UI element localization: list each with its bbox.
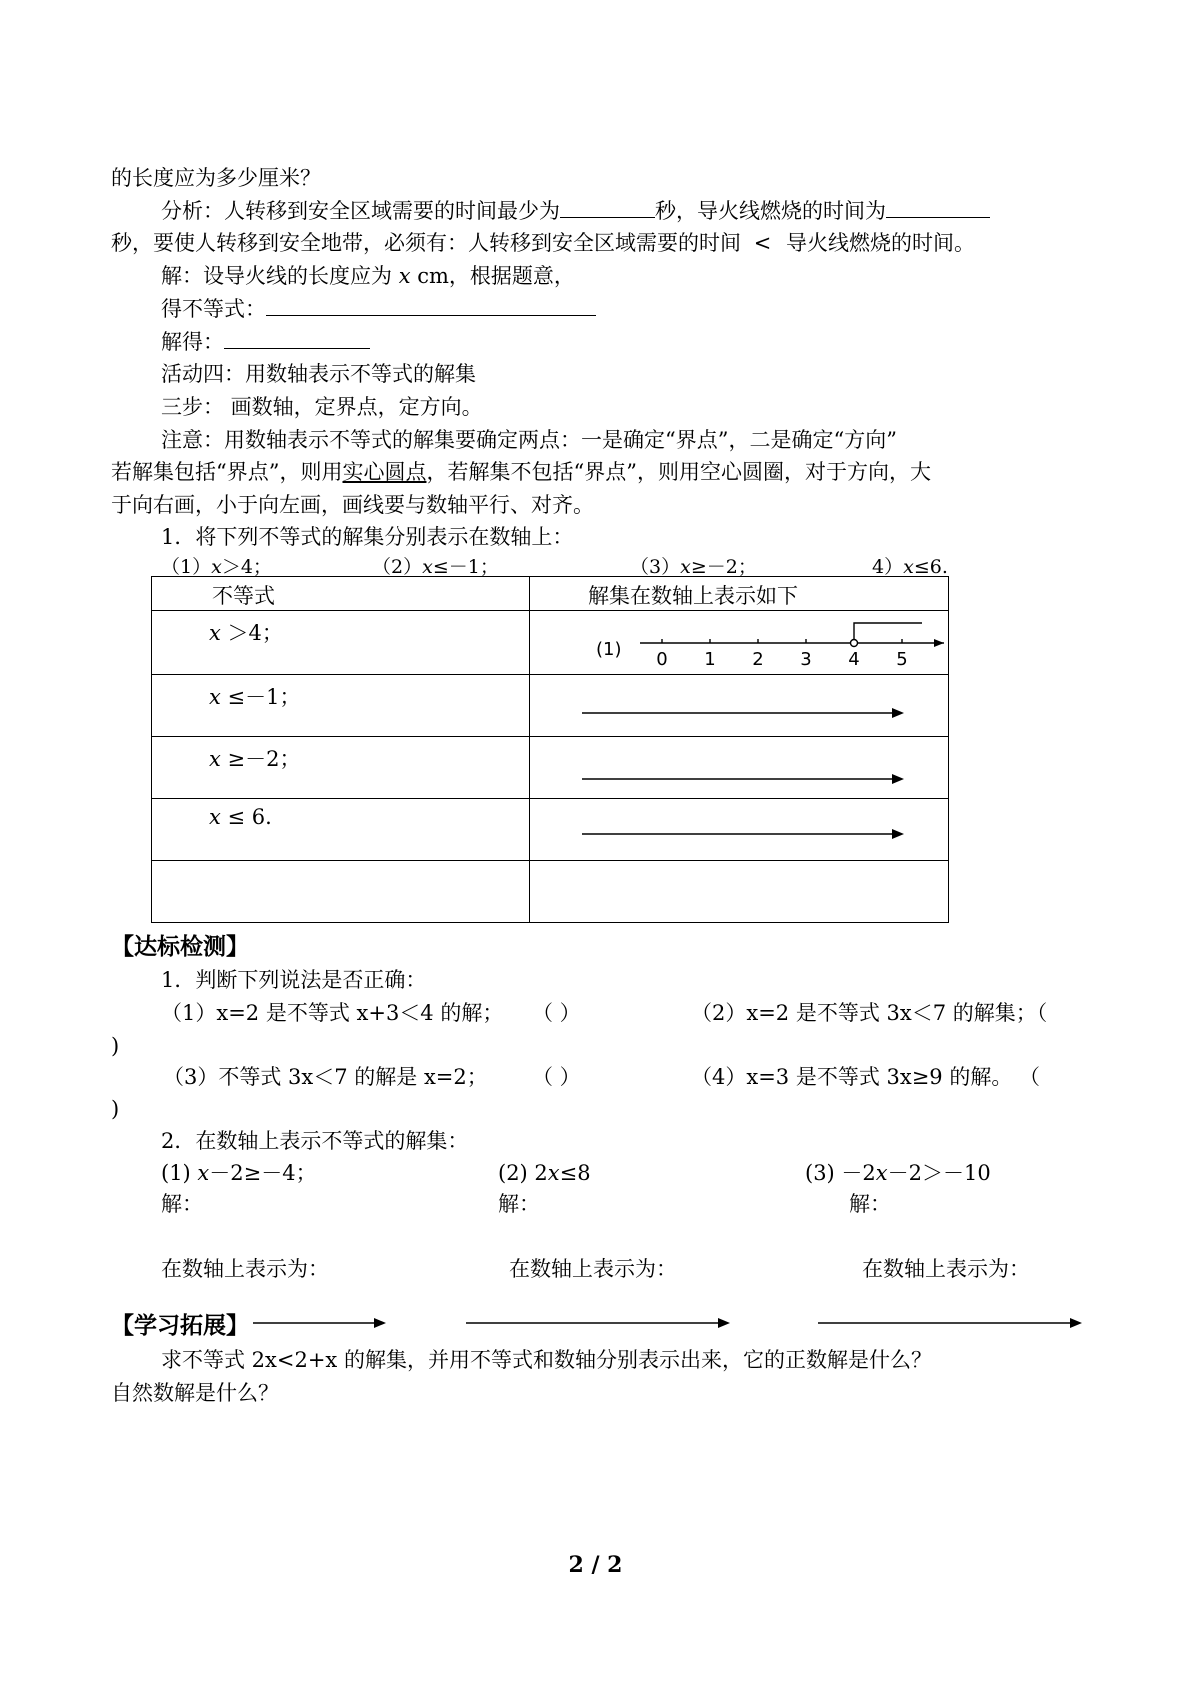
- note2-pre: 若解集包括“界点”，则用: [111, 460, 343, 484]
- check-q2-item-1-pre: (1): [161, 1161, 198, 1185]
- q1-item-1-var: x: [211, 556, 222, 578]
- tick-label: 4: [848, 649, 860, 670]
- table-row: [152, 737, 949, 799]
- inequality-text: x ≤－1；: [209, 685, 301, 709]
- analysis-a: 分析：人转移到安全区域需要的时间最少为: [161, 199, 560, 223]
- sol-label: 解得：: [161, 330, 224, 354]
- axis-arrowhead: [892, 774, 904, 784]
- solution-label-3: 解：: [849, 1192, 891, 1216]
- axis-arrowhead: [934, 639, 944, 647]
- note2-post: ，若解集不包括“界点”，则用空心圆圈，对于方向，大: [426, 460, 931, 484]
- table-row: [152, 675, 949, 737]
- check-item-4-close: ): [111, 1097, 120, 1121]
- ineq-line: [161, 296, 596, 322]
- analysis-line: [161, 198, 990, 224]
- header-numberline-text: 解集在数轴上表示如下: [588, 584, 798, 608]
- section-extension-heading: 【学习拓展】: [111, 1313, 253, 1339]
- tick-label: 1: [704, 649, 716, 670]
- three-steps: 三步： 画数轴，定界点，定方向。: [161, 395, 483, 419]
- note2-underlined: 实心圆点: [342, 460, 427, 484]
- inequality-cell: [152, 861, 530, 923]
- show-on-axis-3: 在数轴上表示为：: [862, 1257, 1030, 1281]
- numberline-cell: [530, 861, 949, 923]
- check-q2-item-1: [161, 1160, 317, 1186]
- q1-item-4-var: x: [903, 556, 914, 578]
- analysis-b: 秒，导火线燃烧的时间为: [655, 199, 886, 223]
- solution-label-2: 解：: [498, 1192, 540, 1216]
- table-header-row: [152, 577, 949, 611]
- extension-line-2: 自然数解是什么？: [111, 1381, 279, 1405]
- table-row: [152, 611, 949, 675]
- numberline-cell: [530, 737, 949, 799]
- tick-label: 3: [800, 649, 812, 670]
- inequality-text: x ≤ 6.: [209, 805, 272, 829]
- inequality-cell: [152, 675, 530, 737]
- q1-item-2-pre: （2）: [372, 556, 423, 578]
- check-q2-item-2: [498, 1160, 591, 1186]
- blank-solution: [224, 330, 370, 349]
- check-q2-item-3-post: －2＞－10: [887, 1161, 991, 1185]
- inequality-text: x ＞4；: [209, 621, 283, 645]
- note-line-1: 注意：用数轴表示不等式的解集要确定两点：一是确定“界点”，二是确定“方向”: [161, 428, 897, 452]
- note-line-2: [111, 459, 931, 485]
- blank-axis-2-arrowhead: [718, 1318, 730, 1328]
- open-circle-boundary: [851, 640, 858, 647]
- analysis-lt: <: [753, 231, 772, 255]
- check-item-2-close: ): [111, 1034, 120, 1058]
- blank-number-axis-4: [530, 799, 948, 861]
- analysis-c: 秒，要使人转移到安全地带，必须有：人转移到安全区域需要的时间: [111, 231, 741, 255]
- axis-arrowhead: [892, 829, 904, 839]
- question-1: 1．将下列不等式的解集分别表示在数轴上：: [161, 525, 574, 549]
- page-number: 2 / 2: [568, 1552, 623, 1578]
- tick-label: 5: [896, 649, 908, 670]
- q1-item-3-pre: （3）: [630, 556, 681, 578]
- check-q2-item-2-pre: (2) 2: [498, 1161, 548, 1185]
- inequality-text: x ≥－2；: [209, 747, 301, 771]
- inequality-table: [151, 576, 949, 923]
- header-inequality-text: 不等式: [212, 584, 275, 608]
- check-q2-item-3-pre: (3) －2: [805, 1161, 876, 1185]
- check-q2-item-3-var: x: [875, 1161, 888, 1185]
- q1-item-3-var: x: [680, 556, 691, 578]
- header-cell-inequality: [152, 577, 530, 611]
- solve-line: [161, 263, 575, 289]
- check-question-2: 2．在数轴上表示不等式的解集：: [161, 1129, 469, 1153]
- q1-item-1-pre: （1）: [161, 556, 212, 578]
- check-question-1: 1．判断下列说法是否正确：: [161, 968, 427, 992]
- check-item-4: （4）x=3 是不等式 3x≥9 的解。 （: [691, 1065, 1041, 1089]
- check-item-3: （3）不等式 3x＜7 的解是 x=2；: [163, 1065, 488, 1089]
- section-check-heading: 【达标检测】: [111, 934, 249, 960]
- inequality-cell: [152, 737, 530, 799]
- q1-item-2-var: x: [422, 556, 433, 578]
- blank-time-min: [560, 199, 655, 218]
- table-row: [152, 861, 949, 923]
- number-line-label: (1): [596, 639, 622, 660]
- solution-label-1: 解：: [161, 1192, 203, 1216]
- header-cell-numberline: [530, 577, 949, 611]
- show-on-axis-2: 在数轴上表示为：: [509, 1257, 677, 1281]
- inequality-cell: [152, 611, 530, 675]
- solve-post: cm，根据题意，: [410, 264, 575, 288]
- tick-label: 2: [752, 649, 764, 670]
- check-q2-item-1-post: －2≥－4；: [209, 1161, 317, 1185]
- check-q2-item-2-post: ≤8: [559, 1161, 591, 1185]
- number-line-1: [530, 611, 948, 675]
- solve-pre: 解：设导火线的长度应为: [161, 264, 392, 288]
- blank-axis-1-arrowhead: [374, 1318, 386, 1328]
- blank-inequality: [266, 297, 596, 316]
- q1-item-1-post: ＞4；: [221, 556, 272, 578]
- numberline-cell: [530, 799, 949, 861]
- check-q2-item-2-var: x: [547, 1161, 560, 1185]
- extension-line-1: 求不等式 2x<2+x 的解集，并用不等式和数轴分别表示出来，它的正数解是什么？: [161, 1348, 932, 1372]
- show-on-axis-1: 在数轴上表示为：: [161, 1257, 329, 1281]
- activity-4-heading: 活动四：用数轴表示不等式的解集: [161, 362, 476, 386]
- blank-burn-time: [886, 199, 990, 218]
- inequality-cell: [152, 799, 530, 861]
- blank-axis-3-arrowhead: [1070, 1318, 1082, 1328]
- check-item-2: （2）x=2 是不等式 3x＜7 的解集；（: [691, 1001, 1048, 1025]
- numberline-cell: [530, 675, 949, 737]
- check-q2-item-1-var: x: [197, 1161, 210, 1185]
- numberline-cell: [530, 611, 949, 675]
- sol-line: [161, 329, 370, 355]
- note-line-3: 于向右画，小于向左画，画线要与数轴平行、对齐。: [111, 493, 594, 517]
- analysis-line-2: [111, 230, 975, 256]
- table-row: [152, 799, 949, 861]
- q1-item-4-pre: 4）: [872, 556, 904, 578]
- solution-ray: [854, 623, 922, 643]
- ineq-label: 得不等式：: [161, 297, 266, 321]
- solve-var: x: [398, 264, 411, 288]
- blank-number-axis-3: [530, 737, 948, 799]
- q1-item-2-post: ≤－1；: [432, 556, 499, 578]
- q1-item-4-post: ≤6.: [913, 556, 948, 578]
- check-item-3-paren: （ ）: [532, 1065, 581, 1089]
- tick-label: 0: [656, 649, 668, 670]
- check-item-1: （1）x=2 是不等式 x+3＜4 的解；: [161, 1001, 504, 1025]
- blank-number-axis-2: [530, 675, 948, 737]
- check-item-1-paren: （ ）: [532, 1001, 581, 1025]
- check-q2-item-3: [805, 1160, 991, 1186]
- analysis-d: 导火线燃烧的时间。: [785, 231, 975, 255]
- q1-item-3-post: ≥－2；: [690, 556, 757, 578]
- axis-arrowhead: [892, 708, 904, 718]
- problem-tail: 的长度应为多少厘米？: [111, 166, 321, 190]
